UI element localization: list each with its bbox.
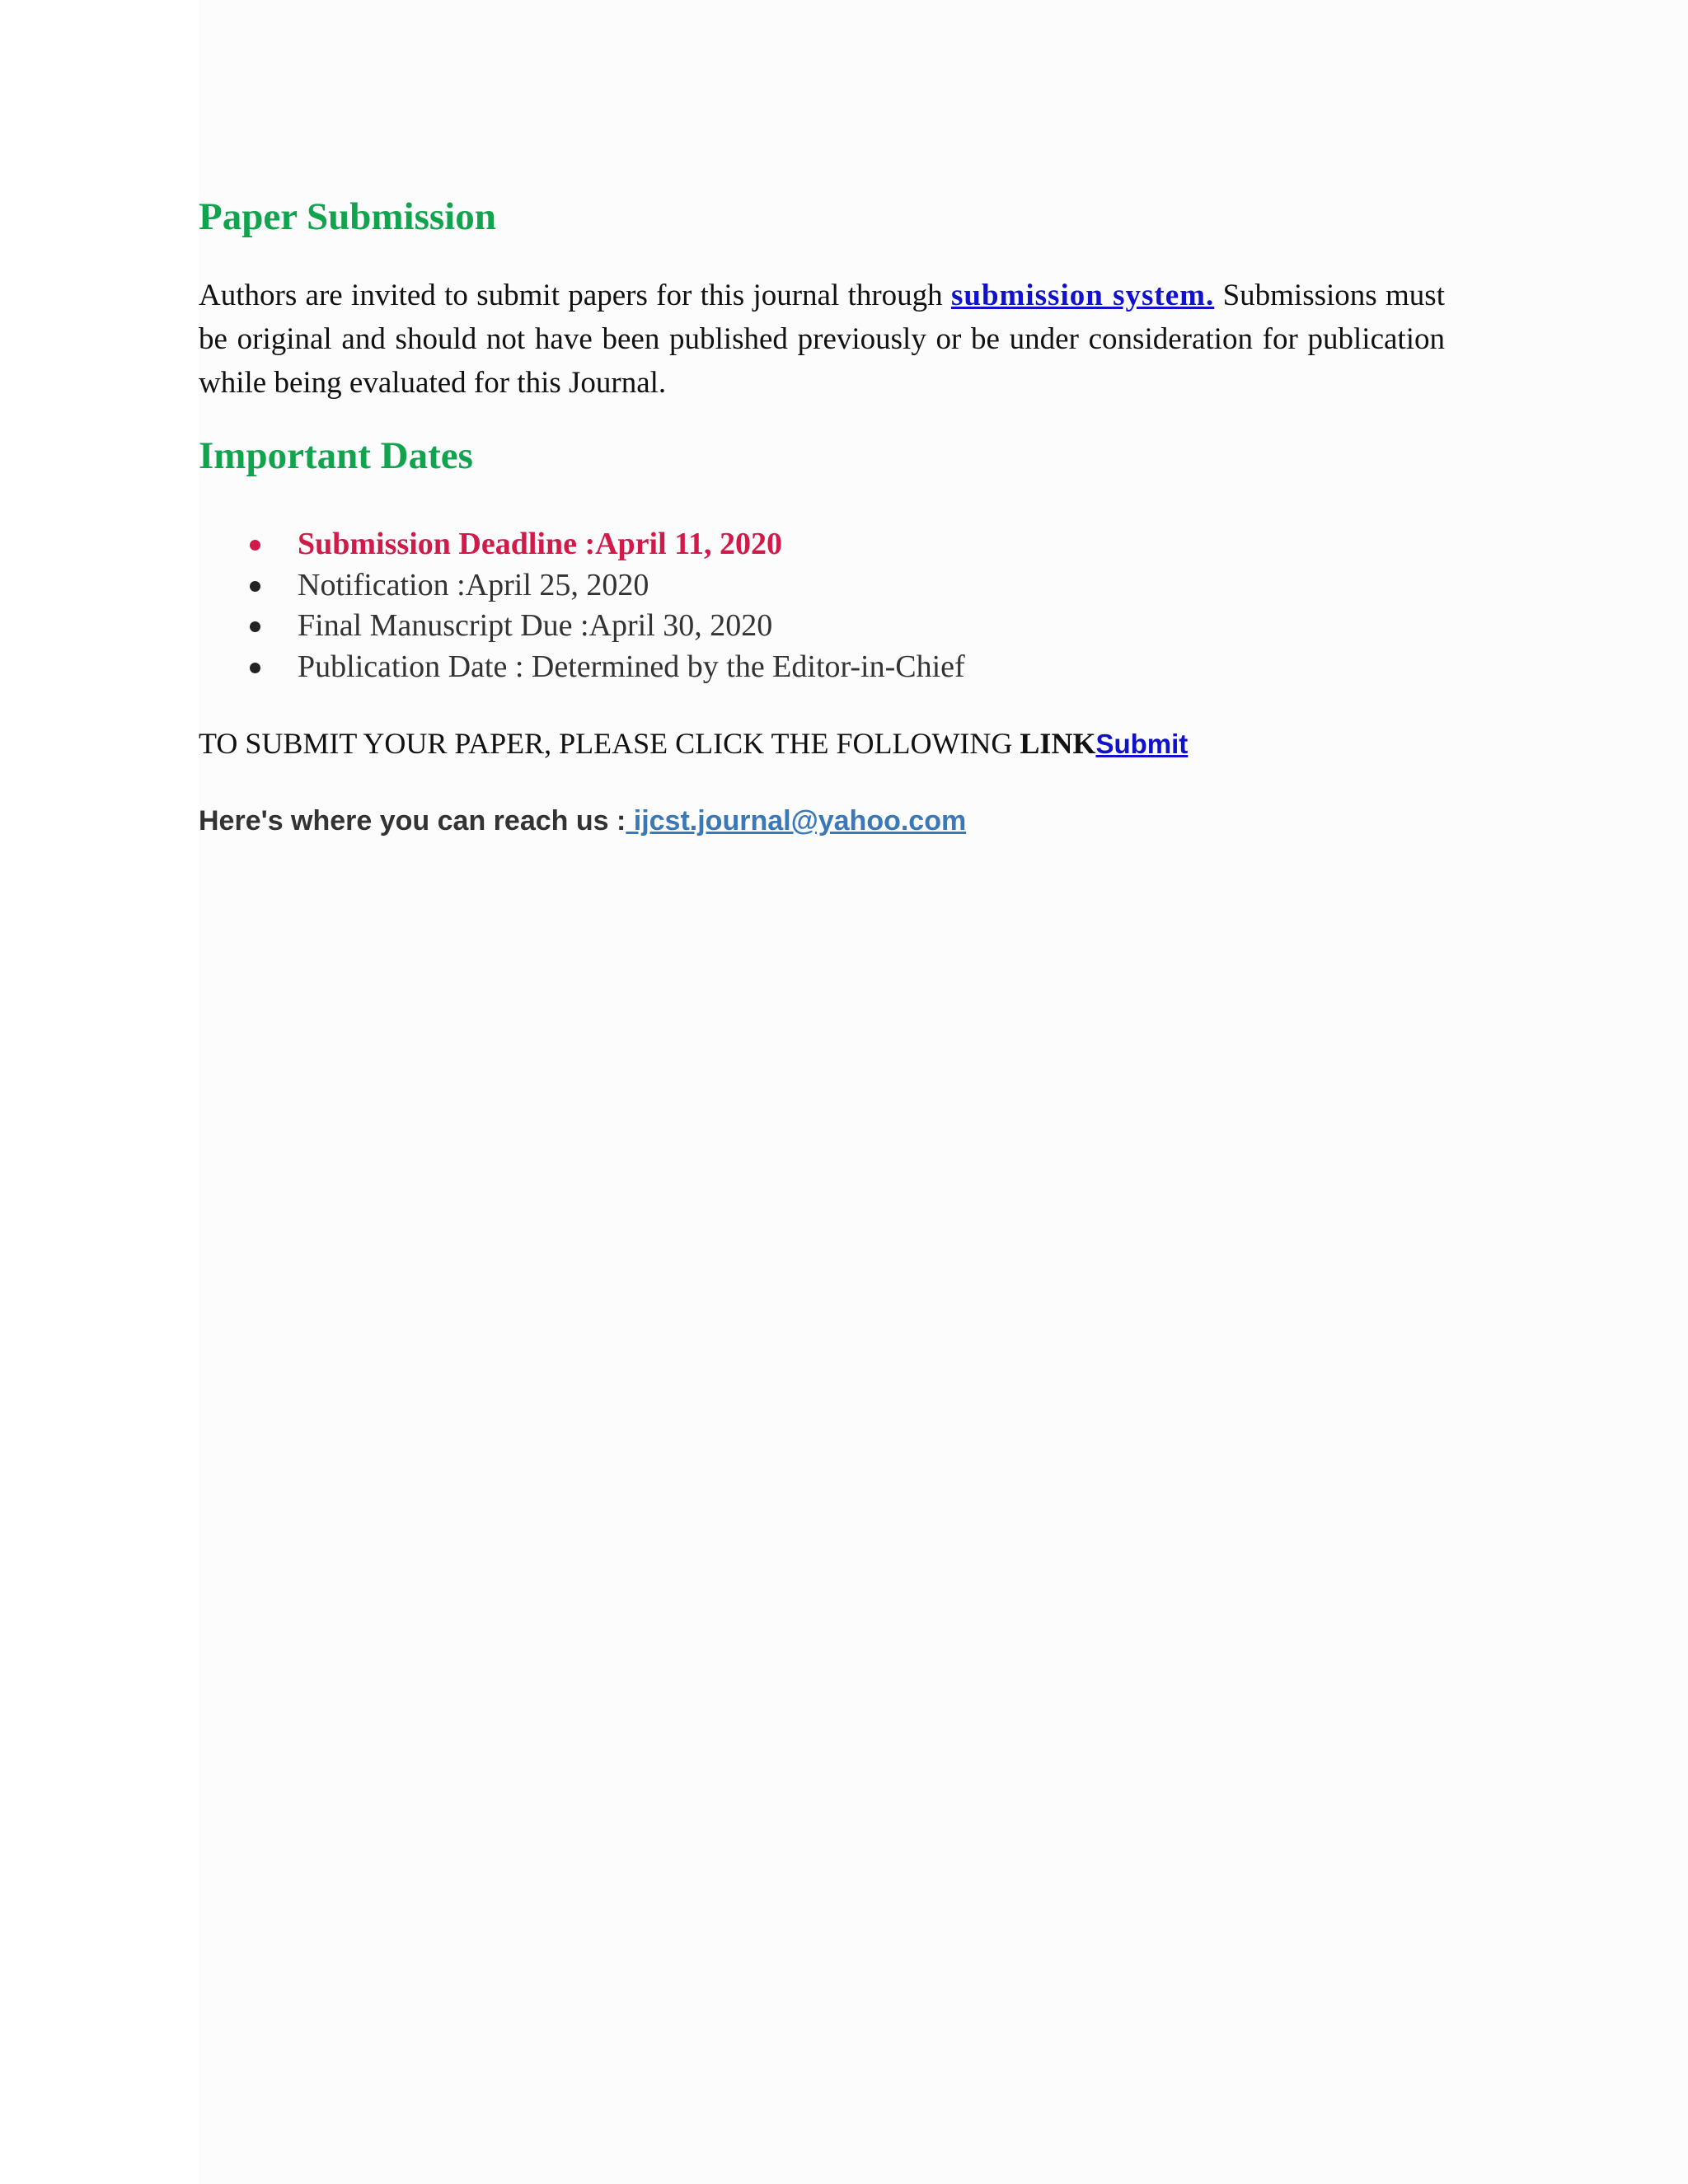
intro-text-before: Authors are invited to submit papers for this journal through: [199, 279, 951, 312]
bullet-icon: [250, 581, 260, 592]
email-link[interactable]: ijcst.journal@yahoo.com: [626, 805, 967, 837]
submit-instruction-text: TO SUBMIT YOUR PAPER, PLEASE CLICK THE FOLLOWING: [199, 727, 1020, 760]
date-item-publication-date: [199, 647, 1353, 688]
submit-link[interactable]: Submit: [1095, 729, 1189, 759]
important-dates-list: [199, 524, 1353, 687]
link-word: LINK: [1020, 727, 1096, 760]
intro-text-after: Submissions must be original and should not have been published previously or be under consideration for publication while being evaluated for this Journal.: [199, 279, 1445, 400]
date-item-label: Submission Deadline :April 11, 2020: [298, 527, 783, 561]
contact-label: Here's where you can reach us :: [199, 805, 626, 837]
date-item-label: Final Manuscript Due :April 30, 2020: [298, 608, 773, 643]
important-dates-heading: Important Dates: [199, 434, 473, 477]
bullet-icon: [250, 621, 260, 632]
date-item-submission-deadline: [199, 524, 1353, 565]
date-item-notification: [199, 565, 1353, 607]
date-item-final-manuscript: [199, 606, 1353, 647]
intro-paragraph: [199, 274, 1445, 405]
submission-system-link[interactable]: submission system.: [951, 279, 1215, 312]
contact-line: [199, 804, 966, 838]
paper-submission-heading: Paper Submission: [199, 195, 496, 238]
submit-instruction: [199, 725, 1188, 762]
date-item-label: Publication Date : Determined by the Editor-in-Chief: [298, 649, 965, 684]
bullet-icon: [250, 663, 260, 673]
date-item-label: Notification :April 25, 2020: [298, 567, 649, 602]
bullet-icon: [250, 540, 260, 551]
